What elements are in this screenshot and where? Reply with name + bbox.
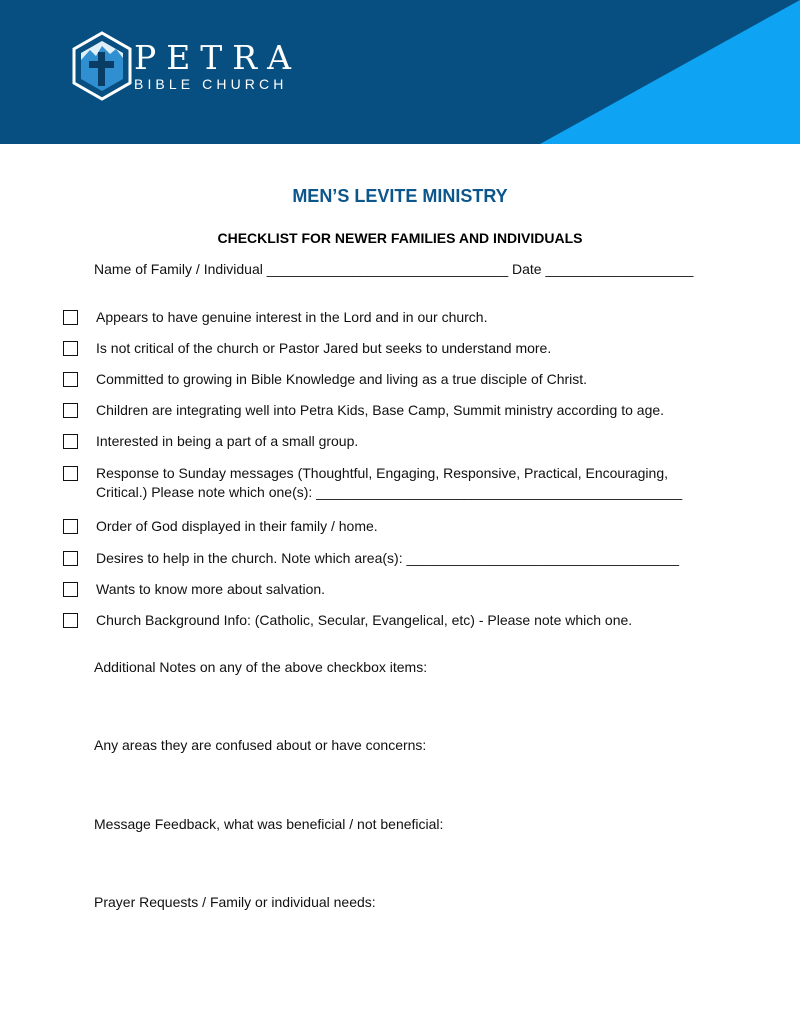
cross-mountain-hexagon-icon xyxy=(70,30,134,102)
prayer-requests-label: Prayer Requests / Family or individual needs: xyxy=(94,894,376,910)
checklist-label: Desires to help in the church. Note which area(s): ___________________________________ xyxy=(96,550,679,566)
name-date-line: Name of Family / Individual _______________________________ Date ___________________ xyxy=(94,261,694,277)
checkbox-church-background[interactable] xyxy=(63,613,78,628)
concerns-label: Any areas they are confused about or have concerns: xyxy=(94,737,427,753)
checklist-label: Is not critical of the church or Pastor Jared but seeks to understand more. xyxy=(96,340,552,356)
checkbox-order-of-god[interactable] xyxy=(63,519,78,534)
header-banner xyxy=(0,0,800,144)
checklist-label: Wants to know more about salvation. xyxy=(96,581,326,597)
checkbox-interest[interactable] xyxy=(63,310,78,325)
checkbox-bible-knowledge[interactable] xyxy=(63,372,78,387)
brand-name: PETRA xyxy=(134,38,301,77)
checkbox-children[interactable] xyxy=(63,403,78,418)
page-title: MEN’S LEVITE MINISTRY xyxy=(292,186,508,206)
checkbox-small-group[interactable] xyxy=(63,434,78,449)
checklist-label: Children are integrating well into Petra Kids, Base Camp, Summit ministry according to age. xyxy=(96,402,665,418)
checklist-label: Order of God displayed in their family / home. xyxy=(96,518,378,534)
message-feedback-label: Message Feedback, what was beneficial / not beneficial: xyxy=(94,816,444,832)
checkbox-salvation[interactable] xyxy=(63,582,78,597)
checkbox-not-critical[interactable] xyxy=(63,341,78,356)
checkbox-desires-help[interactable] xyxy=(63,551,78,566)
additional-notes-label: Additional Notes on any of the above checkbox items: xyxy=(94,659,428,675)
checklist-label: Appears to have genuine interest in the Lord and in our church. xyxy=(96,309,488,325)
checklist-label: Response to Sunday messages (Thoughtful, Engaging, Responsive, Practical, Encouraging, Critical.) Please note which one(s): _______________________________________________ xyxy=(96,465,683,500)
page-subtitle: CHECKLIST FOR NEWER FAMILIES AND INDIVIDUALS xyxy=(217,230,583,246)
checklist-label: Committed to growing in Bible Knowledge and living as a true disciple of Christ. xyxy=(96,371,588,387)
checkbox-sunday-response[interactable] xyxy=(63,466,78,481)
checklist-label: Church Background Info: (Catholic, Secular, Evangelical, etc) - Please note which one. xyxy=(96,612,633,628)
brand-subname: BIBLE CHURCH xyxy=(134,76,288,92)
checklist-label: Interested in being a part of a small group. xyxy=(96,433,359,449)
